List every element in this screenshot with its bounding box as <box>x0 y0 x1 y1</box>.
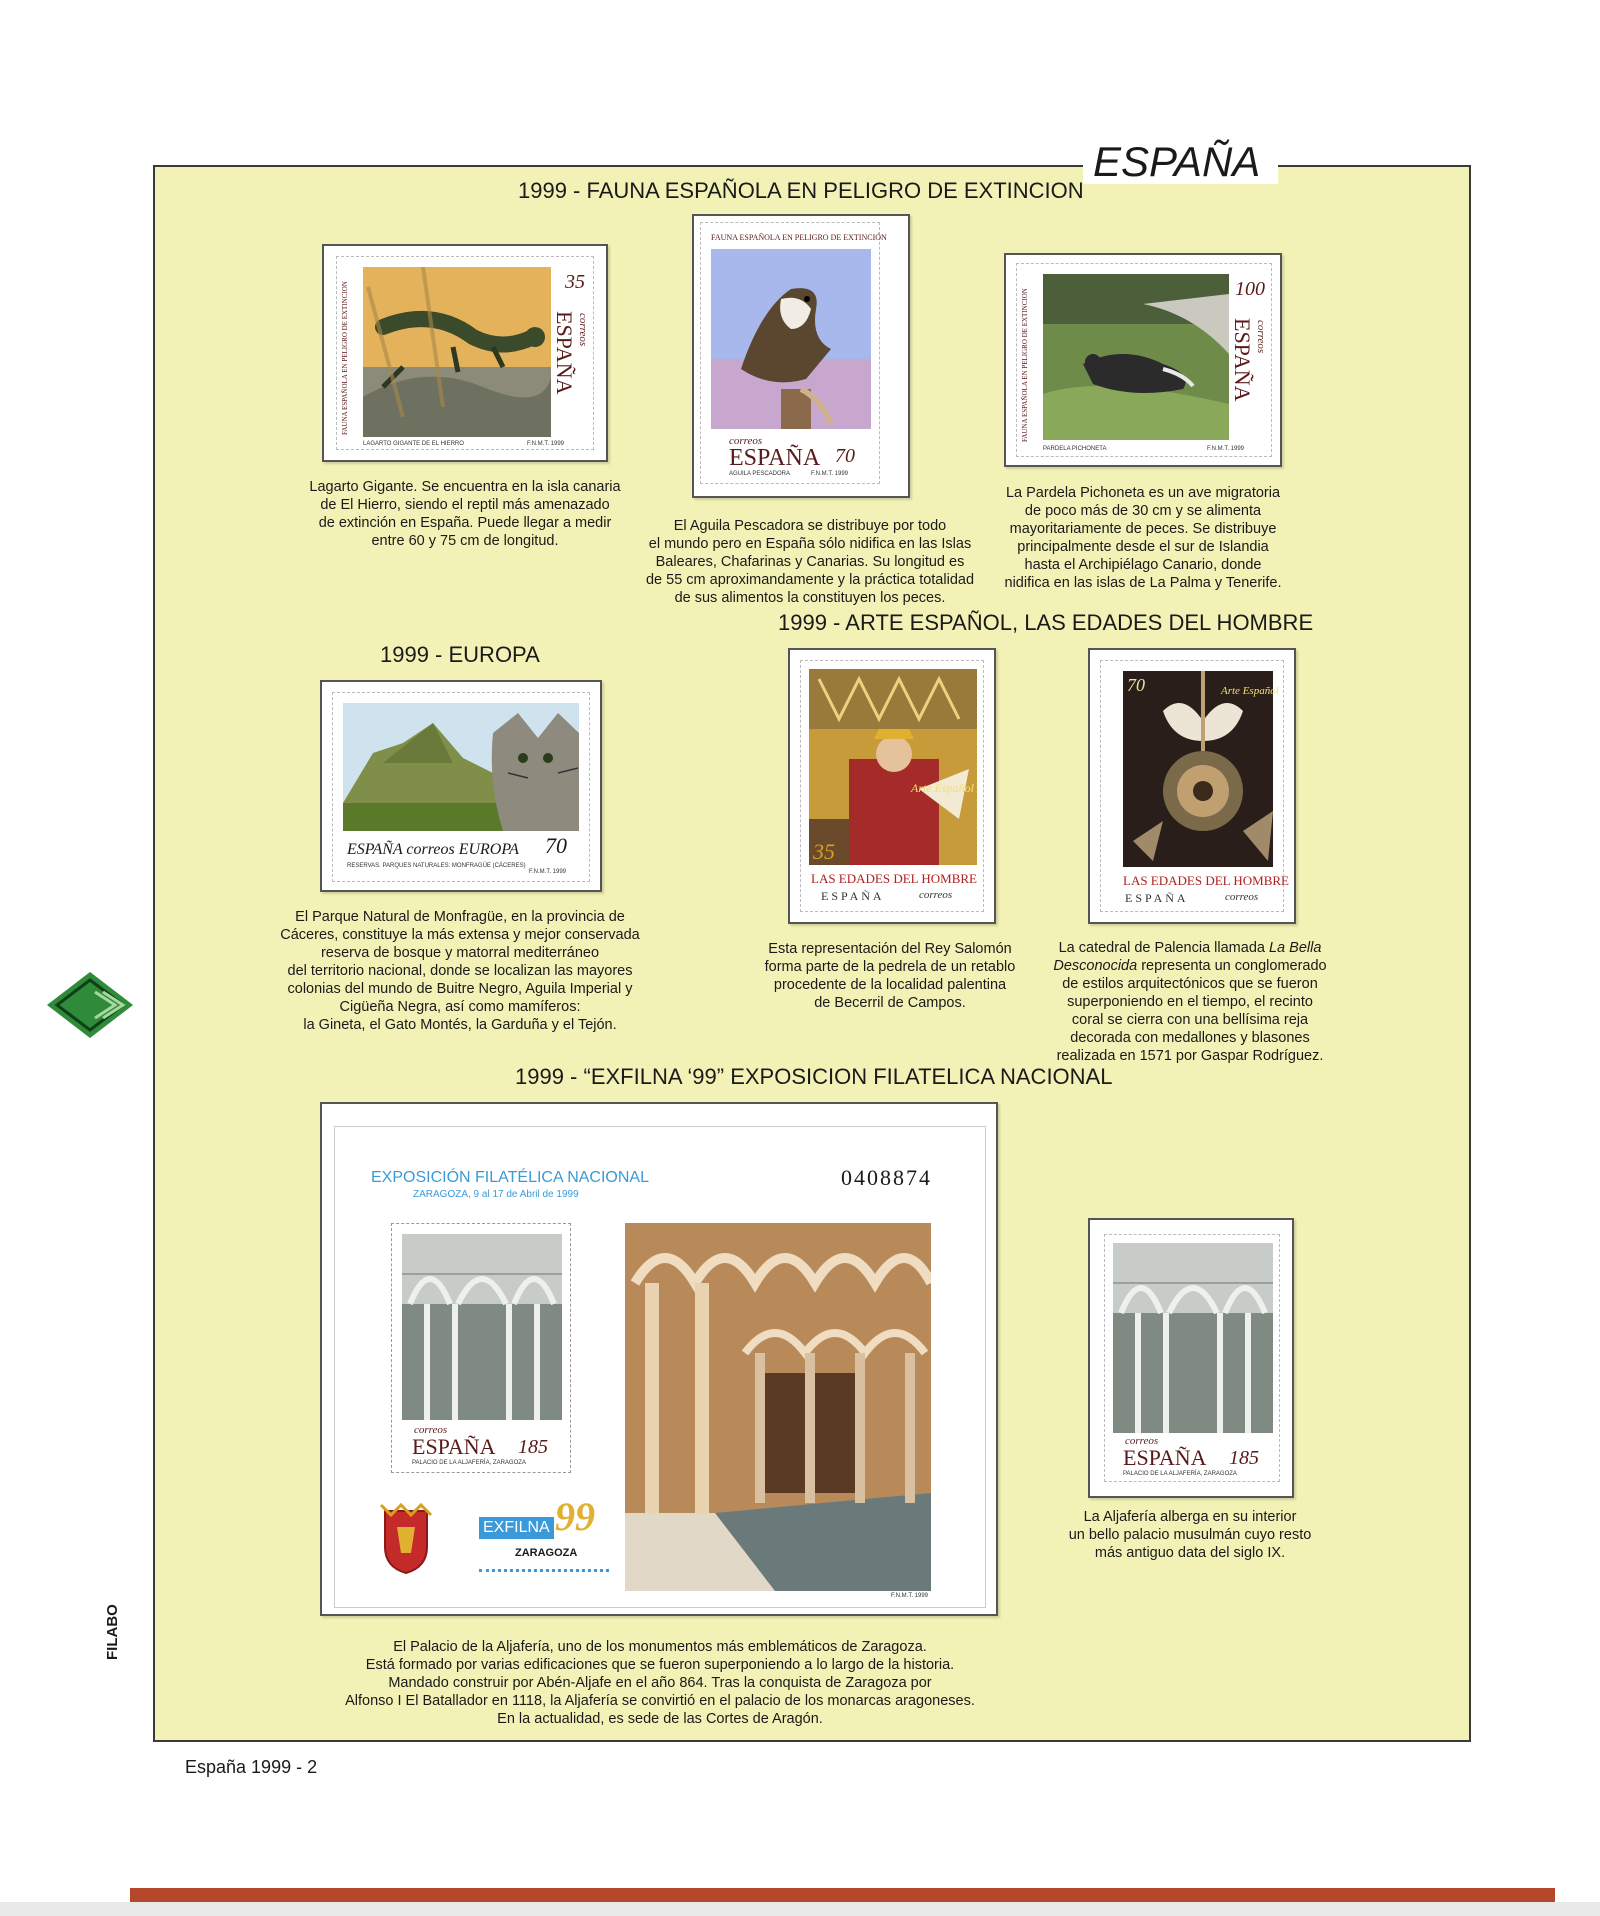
lizard-species: LAGARTO GIGANTE DE EL HIERRO <box>363 441 464 447</box>
sheet-stamp-country: ESPAÑA <box>412 1434 496 1459</box>
lizard-legend: FAUNA ESPAÑOLA EN PELIGRO DE EXTINCION <box>341 281 349 435</box>
europa-artwork <box>343 703 579 831</box>
shearwater-caption: La Pardela Pichoneta es un ave migratoria de poco más de 30 cm y se alimenta mayoritariamente de peces. Se distribuye principalmente desde el sur de Islandia hasta el Archipiélago Canario, donde nidifica en las islas de La Palma y Tenerife. <box>1004 485 1282 591</box>
lizard-correos: correos <box>577 313 589 347</box>
osprey-country: ESPAÑA <box>729 445 821 471</box>
stamp-mount-europa <box>320 680 602 892</box>
page-footer: España 1999 - 2 <box>185 1757 318 1777</box>
palencia-series: LAS EDADES DEL HOMBRE <box>1123 873 1289 888</box>
europa-caption: El Parque Natural de Monfragüe, en la provincia de Cáceres, constituye la más extensa y mejor conservada reserva de bosque y matorral mediterráneo del territorio nacional, donde se localizan las mayores colonias del mundo de Buitre Negro, Aguila Imperial y Cigüeña Negra, así como mamíferos: la Gineta, el Gato Montés, la Garduña y el Tejón. <box>280 909 640 1033</box>
page-bottom-shadow <box>0 1902 1600 1916</box>
europa-park: RESERVAS. PARQUES NATURALES: MONFRAGÜE (CÁCERES) <box>347 863 526 869</box>
sheet-stamp-place: PALACIO DE LA ALJAFERÍA, ZARAGOZA <box>412 1460 526 1466</box>
shearwater-value: 100 <box>1235 278 1265 300</box>
stamp-mount-aljaferia <box>1088 1218 1294 1498</box>
exfilna-logo-text: EXFILNA <box>479 1517 554 1539</box>
souvenir-sheet <box>334 1126 986 1608</box>
salomon-series: LAS EDADES DEL HOMBRE <box>811 871 977 886</box>
osprey-value: 70 <box>835 445 855 467</box>
palencia-country: ESPAÑA <box>1125 891 1189 905</box>
exfilna-caption: El Palacio de la Aljafería, uno de los monumentos más emblemáticos de Zaragoza. Está formado por varias edificaciones que se fueron superponiendo a lo largo de la historia. Mandado construir por Abén-Aljafe en el año 864. Tras la conquista de Zaragoza por Alfonso I El Batallador en 1118, la Aljafería se convirtió en el palacio de los monarcas aragoneses. En la actualidad, es sede de las Cortes de Aragón. <box>345 1639 975 1727</box>
salomon-script: Arte Español <box>911 781 974 795</box>
palencia-script: Arte Español <box>1221 685 1279 697</box>
stamp-europa <box>332 692 590 882</box>
salomon-artwork <box>809 669 977 865</box>
shearwater-species: PARDELA PICHONETA <box>1043 446 1107 452</box>
exfilna-section-title: 1999 - “EXFILNA ‘99” EXPOSICION FILATELICA NACIONAL <box>515 1064 1113 1089</box>
osprey-legend: FAUNA ESPAÑOLA EN PELIGRO DE EXTINCIÓN <box>711 233 887 242</box>
lizard-country: ESPAÑA <box>552 311 577 395</box>
stamp-osprey <box>700 222 887 484</box>
sheet-arch-artwork <box>402 1234 562 1420</box>
aljaferia-caption: La Aljafería alberga en su interior un bello palacio musulmán cuyo resto más antiguo data del siglo IX. <box>1068 1509 1312 1561</box>
aljaferia-country: ESPAÑA <box>1123 1445 1207 1470</box>
sheet-subheader: ZARAGOZA, 9 al 17 de Abril de 1999 <box>413 1189 579 1200</box>
osprey-caption: El Aguila Pescadora se distribuye por todo el mundo pero en España sólo nidifica en las Islas Baleares, Chafarinas y Canarias. Su longitud es de 55 cm aproximandamente y la práctica totalidad de sus alimentos la constituyen los peces. <box>645 518 975 606</box>
stamp-palencia <box>1100 660 1289 912</box>
aljaferia-place: PALACIO DE LA ALJAFERÍA, ZARAGOZA <box>1123 1471 1237 1477</box>
souvenir-sheet-mount <box>320 1102 998 1616</box>
palencia-artwork <box>1123 671 1273 867</box>
stamp-mount-lizard <box>322 244 608 462</box>
palencia-value: 70 <box>1127 675 1145 695</box>
fauna-section-title: 1999 - FAUNA ESPAÑOLA EN PELIGRO DE EXTINCION <box>518 178 1084 203</box>
osprey-artwork <box>711 249 871 429</box>
exfilna-logo <box>479 1494 609 1572</box>
stamp-shearwater <box>1016 263 1272 457</box>
salomon-caption: Esta representación del Rey Salomón forma parte de la pedrela de un retablo procedente de la localidad palentina de Becerril de Campos. <box>764 941 1016 1011</box>
sheet-stamp-correos: correos <box>414 1424 448 1436</box>
shearwater-artwork <box>1043 274 1229 440</box>
sheet-stamp-value: 185 <box>518 1436 548 1458</box>
europa-value: 70 <box>545 833 567 858</box>
lizard-value: 35 <box>565 271 585 293</box>
zaragoza-coat-of-arms-icon <box>375 1503 437 1575</box>
europa-printer: F.N.M.T. 1999 <box>529 869 567 875</box>
shearwater-correos: correos <box>1255 320 1267 354</box>
palencia-correos: correos <box>1225 891 1259 903</box>
europa-label: ESPAÑA correos EUROPA <box>347 841 519 858</box>
salomon-country: ESPAÑA <box>821 889 885 903</box>
osprey-species: AGUILA PESCADORA <box>729 471 791 477</box>
osprey-correos: correos <box>729 435 763 447</box>
exfilna-logo-city: ZARAGOZA <box>515 1547 578 1559</box>
sheet-palace-photo <box>625 1223 931 1591</box>
lizard-artwork <box>363 267 551 437</box>
sheet-printer: F.N.M.T. 1999 <box>891 1593 929 1599</box>
salomon-correos: correos <box>919 889 953 901</box>
aljaferia-artwork <box>1113 1243 1273 1433</box>
side-label: FILABO <box>104 1604 121 1660</box>
salomon-value: 35 <box>813 839 835 864</box>
palencia-caption: La catedral de Palencia llamada La Bella Desconocida representa un conglomerado de estilos arquitectónicos que se fueron superponiendo en el tiempo, el recinto coral se cierra con una bellísima reja decorada con medallones y blasones realizada en 1571 por Gaspar Rodríguez. <box>1053 940 1327 1064</box>
arte-section-title: 1999 - ARTE ESPAÑOL, LAS EDADES DEL HOMBRE <box>778 610 1314 635</box>
shearwater-country: ESPAÑA <box>1230 318 1255 402</box>
stamp-aljaferia <box>1104 1234 1280 1482</box>
sheet-header: EXPOSICIÓN FILATÉLICA NACIONAL <box>371 1169 649 1186</box>
stamp-salomon <box>800 660 984 912</box>
shearwater-printer: F.N.M.T. 1999 <box>1207 446 1245 452</box>
stamp-mount-shearwater <box>1004 253 1282 467</box>
stamp-mount-osprey <box>692 214 910 498</box>
aljaferia-value: 185 <box>1229 1447 1259 1469</box>
sheet-inner-stamp <box>391 1223 571 1473</box>
osprey-printer: F.N.M.T. 1999 <box>811 471 849 477</box>
europa-section-title: 1999 - EUROPA <box>380 642 540 667</box>
filabo-logo-icon <box>45 970 135 1040</box>
lizard-printer: F.N.M.T. 1999 <box>527 441 565 447</box>
shearwater-legend: FAUNA ESPAÑOLA EN PELIGRO DE EXTINCION <box>1021 288 1029 442</box>
brand-title: ESPAÑA <box>1083 140 1278 184</box>
lizard-caption: Lagarto Gigante. Se encuentra en la isla canaria de El Hierro, siendo el reptil más amenazado de extinción en España. Puede llegar a medir entre 60 y 75 cm de longitud. <box>309 479 621 549</box>
stamp-lizard <box>336 256 594 450</box>
sheet-serial: 0408874 <box>841 1165 932 1190</box>
stamp-mount-palencia <box>1088 648 1296 924</box>
exfilna-logo-number: 99 <box>555 1494 595 1539</box>
stamp-mount-salomon <box>788 648 996 924</box>
aljaferia-correos: correos <box>1125 1435 1159 1447</box>
page-bottom-band <box>130 1888 1555 1902</box>
